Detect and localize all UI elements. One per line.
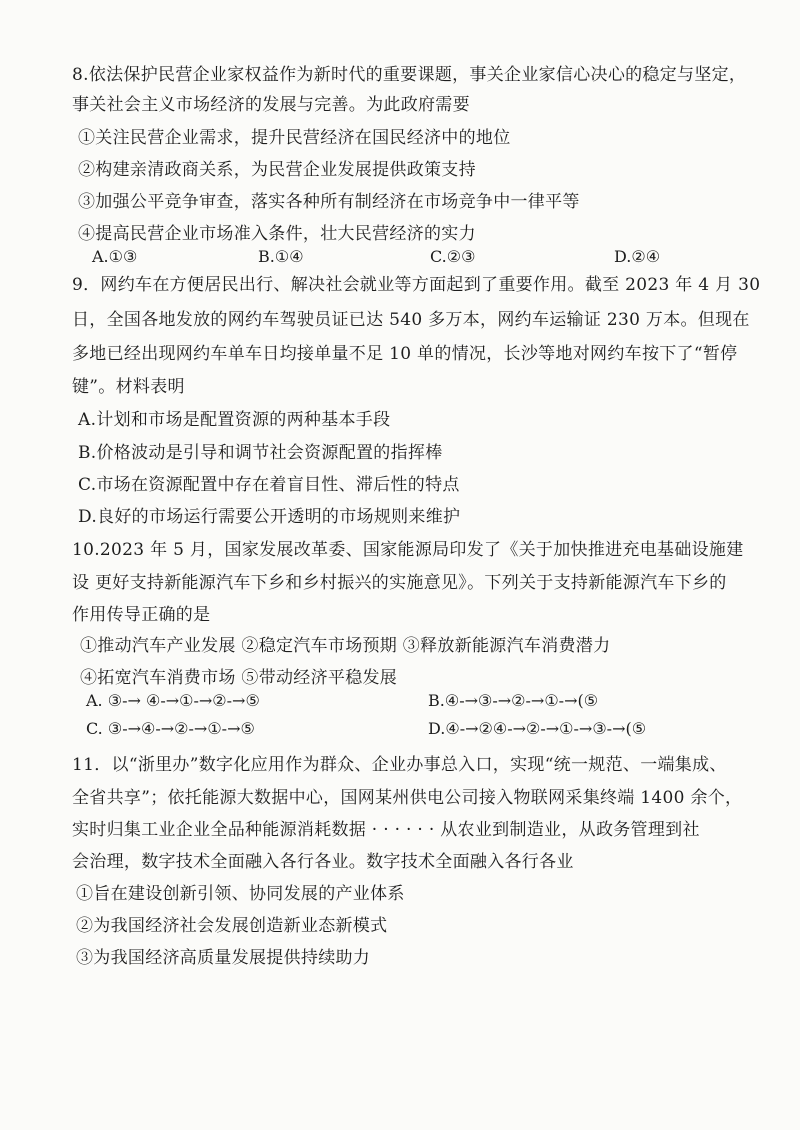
q8-choice-b: B.①④	[258, 247, 304, 266]
q8-choice-c: C.②③	[430, 247, 476, 266]
q10-choice-d: D.④-→②④-→②-→①-→③-→(⑤	[428, 719, 647, 738]
q8-item-3: ③加强公平竞争审查，落实各种所有制经济在市场竞争中一律平等	[78, 192, 580, 212]
q9-choice-d: D.良好的市场运行需要公开透明的市场规则来维护	[78, 507, 461, 527]
q8-choice-a: A.①③	[92, 247, 138, 266]
q11-stem-line-3: 实时归集工业企业全品种能源消耗数据 · · · · · · 从农业到制造业，从政务管理到社	[72, 820, 700, 840]
q8-item-4: ④提高民营企业市场准入条件，壮大民营经济的实力	[78, 224, 476, 244]
q9-stem-line-2: 日，全国各地发放的网约车驾驶员证已达 540 多万本，网约车运输证 230 万本。但现在	[72, 310, 750, 330]
q10-items-line-2: ④拓宽汽车消费市场 ⑤带动经济平稳发展	[80, 668, 398, 688]
q10-stem-line-2: 设 更好支持新能源汽车下乡和乡村振兴的实施意见》。下列关于支持新能源汽车下乡的	[72, 573, 727, 593]
q11-item-2: ②为我国经济社会发展创造新业态新模式	[76, 916, 388, 936]
q9-stem-line-4: 键”。材料表明	[72, 377, 185, 397]
q11-stem-line-1: 11．以“浙里办”数字化应用作为群众、企业办事总入口，实现“统一规范、一端集成、	[72, 755, 727, 775]
q9-choice-a: A.计划和市场是配置资源的两种基本手段	[78, 410, 391, 430]
q11-stem-line-2: 全省共享”；依托能源大数据中心，国网某州供电公司接入物联网采集终端 1400 余个，	[72, 788, 743, 808]
q9-stem-line-1: 9．网约车在方便居民出行、解决社会就业等方面起到了重要作用。截至 2023 年 4 月 30	[72, 275, 761, 295]
q10-items-line-1: ①推动汽车产业发展 ②稳定汽车市场预期 ③释放新能源汽车消费潜力	[80, 636, 611, 656]
q11-item-3: ③为我国经济高质量发展提供持续助力	[76, 948, 371, 968]
q9-stem-line-3: 多地已经出现网约车单车日均接单量不足 10 单的情况，长沙等地对网约车按下了“暂停	[72, 344, 738, 364]
q8-item-2: ②构建亲清政商关系，为民营企业发展提供政策支持	[78, 160, 476, 180]
q10-stem-line-1: 10.2023 年 5 月，国家发展改革委、国家能源局印发了《关于加快推进充电基础设施建	[72, 540, 744, 560]
q11-item-1: ①旨在建设创新引领、协同发展的产业体系	[76, 884, 405, 904]
q11-stem-line-4: 会治理，数字技术全面融入各行各业。数字技术全面融入各行各业	[72, 852, 574, 872]
q9-choice-b: B.价格波动是引导和调节社会资源配置的指挥棒	[78, 443, 443, 463]
q9-choice-c: C.市场在资源配置中存在着盲目性、滞后性的特点	[78, 475, 460, 495]
q8-item-1: ①关注民营企业需求，提升民营经济在国民经济中的地位	[78, 128, 511, 148]
q10-choice-b: B.④-→③-→②-→①-→(⑤	[428, 691, 599, 710]
q8-choice-d: D.②④	[614, 247, 661, 266]
q8-stem-line-1: 8.依法保护民营企业家权益作为新时代的重要课题，事关企业家信心决心的稳定与坚定，	[72, 65, 747, 85]
q10-choice-a: A. ③-→ ④-→①-→②-→⑤	[86, 691, 260, 710]
q8-stem-line-2: 事关社会主义市场经济的发展与完善。为此政府需要	[72, 95, 470, 115]
q10-choice-c: C. ③-→④-→②-→①-→⑤	[86, 719, 255, 738]
q10-stem-line-3: 作用传导正确的是	[72, 605, 211, 625]
